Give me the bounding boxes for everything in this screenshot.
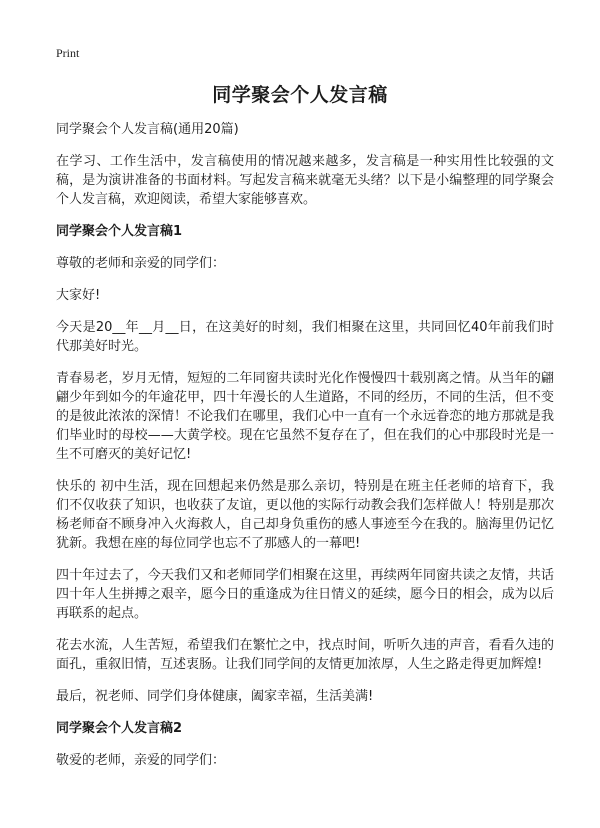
body-paragraph: 四十年过去了，今天我们又和老师同学们相聚在这里，再续两年同窗共读之友情，共话四十年人生拼搏之艰辛，愿今日的重逢成为往日情义的延续，愿今日的相会，成为以后再联系的起点。 (56, 568, 554, 621)
intro-paragraph: 在学习、工作生活中，发言稿使用的情况越来越多，发言稿是一种实用性比较强的文稿，是为演讲准备的书面材料。写起发言稿来就毫无头绪？以下是小编整理的同学聚会个人发言稿，欢迎阅读，希望大家能够喜欢。 (56, 154, 554, 207)
salutation: 尊敬的老师和亲爱的同学们： (56, 256, 226, 271)
section-heading-1: 同学聚会个人发言稿1 (56, 224, 183, 239)
article-subtitle: 同学聚会个人发言稿(通用20篇) (56, 122, 239, 137)
body-paragraph: 今天是20__年__月__日，在这美好的时刻，我们相聚在这里，共同回忆40年前我们时代那美好时光。 (56, 320, 554, 354)
article-body (56, 120, 554, 783)
page-title: 同学聚会个人发言稿 (212, 84, 388, 106)
section-heading-2: 同学聚会个人发言稿2 (56, 721, 183, 736)
salutation: 敬爱的老师，亲爱的同学们： (56, 753, 226, 768)
print-link[interactable]: Print (56, 46, 80, 60)
greeting: 大家好! (56, 288, 101, 303)
body-paragraph: 青春易老，岁月无情，短短的二年同窗共读时光化作慢慢四十载别离之情。从当年的翩翩少年到如今的年逾花甲，四十年漫长的人生道路，不同的经历，不同的生活，但不变的是彼此浓浓的深情！不论我们在哪里，我们心中一直有一个永远眷恋的地方那就是我们毕业时的母校——大黄学校。现在它虽然不复存在了，但在我们的心中那段时光是一生不可磨灭的美好记忆! (56, 371, 554, 462)
body-paragraph: 快乐的 初中生活，现在回想起来仍然是那么亲切，特别是在班主任老师的培育下，我们不仅收获了知识，也收获了友谊，更以他的实际行动教会我们怎样做人！特别是那次杨老师奋不顾身冲入火海救人，自己却身负重伤的感人事迹至今在我的。脑海里仍记忆犹新。我想在座的每位同学也忘不了那感人的一幕吧! (56, 479, 554, 551)
closing-paragraph: 最后，祝老师、同学们身体健康，阖家幸福，生活美满! (56, 689, 374, 704)
body-paragraph: 花去水流，人生苦短，希望我们在繁忙之中，找点时间，听听久违的声音，看看久违的面孔，重叙旧情，互述衷肠。让我们同学间的友情更加浓厚，人生之路走得更加辉煌! (56, 638, 554, 672)
